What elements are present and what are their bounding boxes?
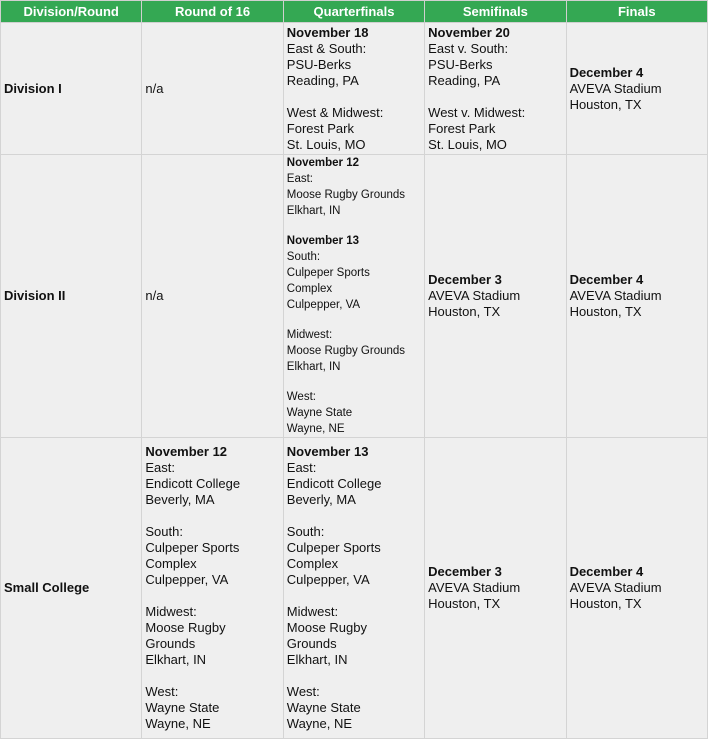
qf-line: Wayne, NE [286,716,353,731]
header-round-of-16: Round of 16 [142,1,283,23]
finals-venue: AVEVA Stadium [569,580,662,595]
qf-line: Wayne State [286,700,361,715]
qf-line: South: [286,251,321,263]
finals-city: Houston, TX [569,596,642,611]
r16-line: Endicott College [145,476,241,491]
r16-line: Complex [145,556,197,571]
header-division-round: Division/Round [1,1,142,23]
sf-city: Houston, TX [428,596,501,611]
semifinals-cell [425,438,566,739]
qf-line: Culpeper Sports [286,540,381,555]
qf-line: St. Louis, MO [286,136,366,152]
qf-line: Midwest: [286,604,339,619]
finals-city: Houston, TX [569,304,642,319]
semifinals-cell [425,23,566,155]
round16-cell: n/a [142,23,283,155]
qf-line: South: [286,524,325,539]
qf-line: Complex [286,283,333,295]
qf-line: Moose Rugby Grounds [286,345,406,357]
sf-line: St. Louis, MO [428,136,507,152]
table-row-small-college [1,438,708,739]
qf-line: Culpeper Sports [286,267,370,279]
finals-city: Houston, TX [569,96,642,112]
r16-line: Culpeper Sports [145,540,240,555]
qf-line: Wayne, NE [286,423,345,435]
qf-line: Moose Rugby Grounds [286,189,406,201]
division-name: Small College [1,438,142,739]
qf-date: November 13 [286,444,369,459]
sf-line: West v. Midwest: [428,104,526,120]
semifinals-cell [425,155,566,438]
qf-date: November 12 [286,157,360,169]
finals-date: December 4 [569,64,644,80]
qf-line: West & Midwest: [286,104,384,120]
qf-line: Beverly, MA [286,492,356,507]
qf-line: East & South: [286,40,367,56]
finals-cell [566,155,707,438]
r16-date: November 12 [145,444,228,459]
finals-date: December 4 [569,272,644,287]
quarterfinals-cell [283,155,424,438]
qf-line: Elkhart, IN [286,652,348,667]
sf-line: PSU-Berks [428,56,493,72]
r16-line: Grounds [145,636,196,651]
qf-line: Culpepper, VA [286,299,361,311]
qf-line: Endicott College [286,476,382,491]
finals-venue: AVEVA Stadium [569,288,662,303]
qf-date: November 18 [286,24,369,40]
qf-date: November 13 [286,235,360,247]
qf-line: Complex [286,556,339,571]
qf-line: Elkhart, IN [286,205,341,217]
finals-cell [566,23,707,155]
r16-line: Culpepper, VA [145,572,229,587]
r16-line: Elkhart, IN [145,652,207,667]
sf-date: December 3 [428,564,502,579]
division-name: Division II [1,155,142,438]
sf-date: November 20 [428,24,510,40]
qf-line: East: [286,460,317,475]
finals-cell [566,438,707,739]
header-row [1,1,708,23]
qf-line: Midwest: [286,329,333,341]
table-row-division-2 [1,155,708,438]
r16-line: Beverly, MA [145,492,215,507]
round16-cell [142,438,283,739]
header-quarterfinals: Quarterfinals [283,1,424,23]
sf-venue: AVEVA Stadium [428,288,521,303]
sf-line: East v. South: [428,40,509,56]
finals-venue: AVEVA Stadium [569,80,662,96]
r16-line: West: [145,684,179,699]
qf-line: Forest Park [286,120,354,136]
sf-date: December 3 [428,272,502,287]
qf-line: Grounds [286,636,337,651]
round16-cell: n/a [142,155,283,438]
division-name: Division I [1,23,142,155]
qf-line: Elkhart, IN [286,361,341,373]
quarterfinals-cell [283,23,424,155]
r16-line: Moose Rugby [145,620,226,635]
sf-line: Reading, PA [428,72,501,88]
qf-line: Culpepper, VA [286,572,370,587]
r16-line: South: [145,524,183,539]
sf-city: Houston, TX [428,304,501,319]
qf-line: Reading, PA [286,72,359,88]
sf-line: Forest Park [428,120,496,136]
header-semifinals: Semifinals [425,1,566,23]
qf-line: West: [286,391,316,403]
sf-venue: AVEVA Stadium [428,580,521,595]
finals-date: December 4 [569,564,644,579]
qf-line: East: [286,173,313,185]
qf-line: Wayne State [286,407,353,419]
r16-line: Wayne State [145,700,220,715]
r16-line: Midwest: [145,604,197,619]
quarterfinals-cell [283,438,424,739]
header-finals: Finals [566,1,707,23]
qf-line: West: [286,684,320,699]
table-row-division-1 [1,23,708,155]
r16-line: Wayne, NE [145,716,211,731]
r16-line: East: [145,460,176,475]
qf-line: PSU-Berks [286,56,352,72]
qf-line: Moose Rugby [286,620,367,635]
